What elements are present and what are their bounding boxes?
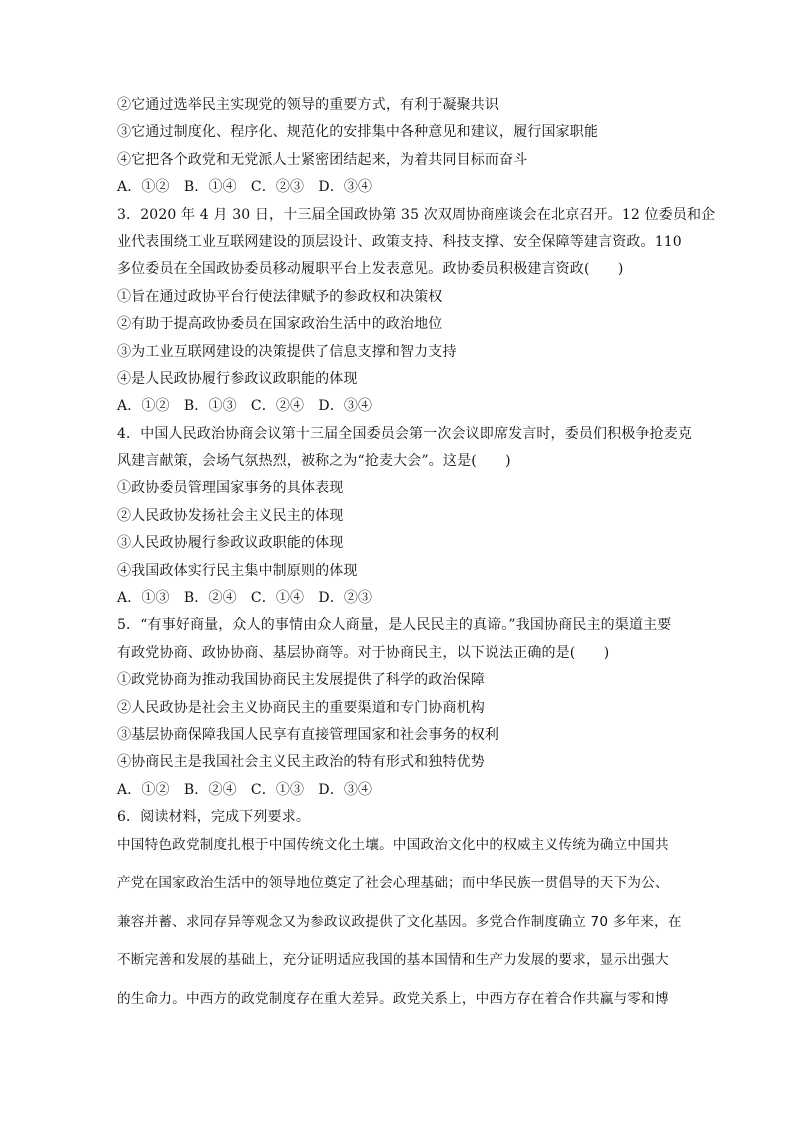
q2-option-3: ③它通过制度化、程序化、规范化的安排集中各种意见和建议，履行国家职能 [117, 124, 599, 141]
q3-option-4: ④是人民政协履行参政议政职能的体现 [117, 370, 358, 387]
q4-option-2: ②人民政协发扬社会主义民主的体现 [117, 507, 344, 524]
q4-option-4: ④我国政体实行民主集中制原则的体现 [117, 562, 358, 579]
q2-option-4: ④它把各个政党和无党派人士紧密团结起来，为着共同目标而奋斗 [117, 151, 528, 168]
q4-answer-choices: A．①③ B．②④ C．①④ D．②③ [117, 590, 373, 607]
q3-stem-line-2: 业代表围绕工业互联网建设的顶层设计、政策支持、科技支撑、安全保障等建言资政。110 [117, 233, 682, 250]
material-line-5: 的生命力。中西方的政党制度存在重大差异。政党关系上，中西方存在着合作共赢与零和博 [117, 990, 669, 1007]
q5-option-4: ④协商民主是我国社会主义民主政治的特有形式和独特优势 [117, 754, 485, 771]
material-line-1: 中国特色政党制度扎根于中国传统文化土壤。中国政治文化中的权威主义传统为确立中国共 [117, 837, 669, 853]
q5-stem-line-2: 有政党协商、政协协商、基层协商等。对于协商民主，以下说法正确的是( ) [117, 644, 610, 661]
q5-answer-choices: A．①② B．②④ C．①③ D．③④ [117, 781, 373, 798]
q3-answer-choices: A．①② B．①③ C．②④ D．③④ [117, 398, 373, 415]
q5-option-2: ②人民政协是社会主义协商民主的重要渠道和专门协商机构 [117, 699, 485, 716]
q2-answer-choices: A．①② B．①④ C．②③ D．③④ [117, 179, 373, 196]
q5-stem-line-1: 5．“有事好商量，众人的事情由众人商量，是人民民主的真谛。”我国协商民主的渠道主要 [117, 617, 672, 634]
q6-reading-material [117, 826, 683, 1018]
q4-stem-line-1: 4．中国人民政治协商会议第十三届全国委员会第一次会议即席发言时，委员们积极争抢麦克 [117, 425, 693, 442]
q3-option-2: ②有助于提高政协委员在国家政治生活中的政治地位 [117, 316, 443, 333]
q3-stem-line-3: 多位委员在全国政协委员移动履职平台上发表意见。政协委员积极建言资政( ) [117, 261, 624, 278]
q4-stem-line-2: 风建言献策，会场气氛热烈，被称之为“抢麦大会”。这是( ) [117, 453, 511, 470]
material-line-4: 不断完善和发展的基础上，充分证明适应我国的基本国情和生产力发展的要求，显示出强大 [117, 952, 669, 969]
q5-option-3: ③基层协商保障我国人民享有直接管理国家和社会事务的权利 [117, 726, 500, 743]
q2-option-2: ②它通过选举民主实现党的领导的重要方式，有利于凝聚共识 [117, 97, 500, 113]
q3-stem-line-1: 3．2020 年 4 月 30 日，十三届全国政协第 35 次双周协商座谈会在北京召开。12 位委员和企 [117, 206, 716, 223]
q4-option-1: ①政协委员管理国家事务的具体表现 [117, 480, 344, 497]
q3-option-1: ①旨在通过政协平台行使法律赋予的参政权和决策权 [117, 288, 443, 305]
q6-stem: 6．阅读材料，完成下列要求。 [117, 809, 311, 826]
material-line-3: 兼容并蓄、求同存异等观念又为参政议政提供了文化基因。多党合作制度确立 70 多年来，在 [117, 913, 682, 930]
material-line-2: 产党在国家政治生活中的领导地位奠定了社会心理基础；而中华民族一贯倡导的天下为公、 [117, 875, 669, 892]
q4-option-3: ③人民政协履行参政议政职能的体现 [117, 535, 344, 552]
question-text-block [117, 92, 716, 832]
q3-option-3: ③为工业互联网建设的决策提供了信息支撑和智力支持 [117, 343, 457, 360]
q5-option-1: ①政党协商为推动我国协商民主发展提供了科学的政治保障 [117, 672, 485, 689]
